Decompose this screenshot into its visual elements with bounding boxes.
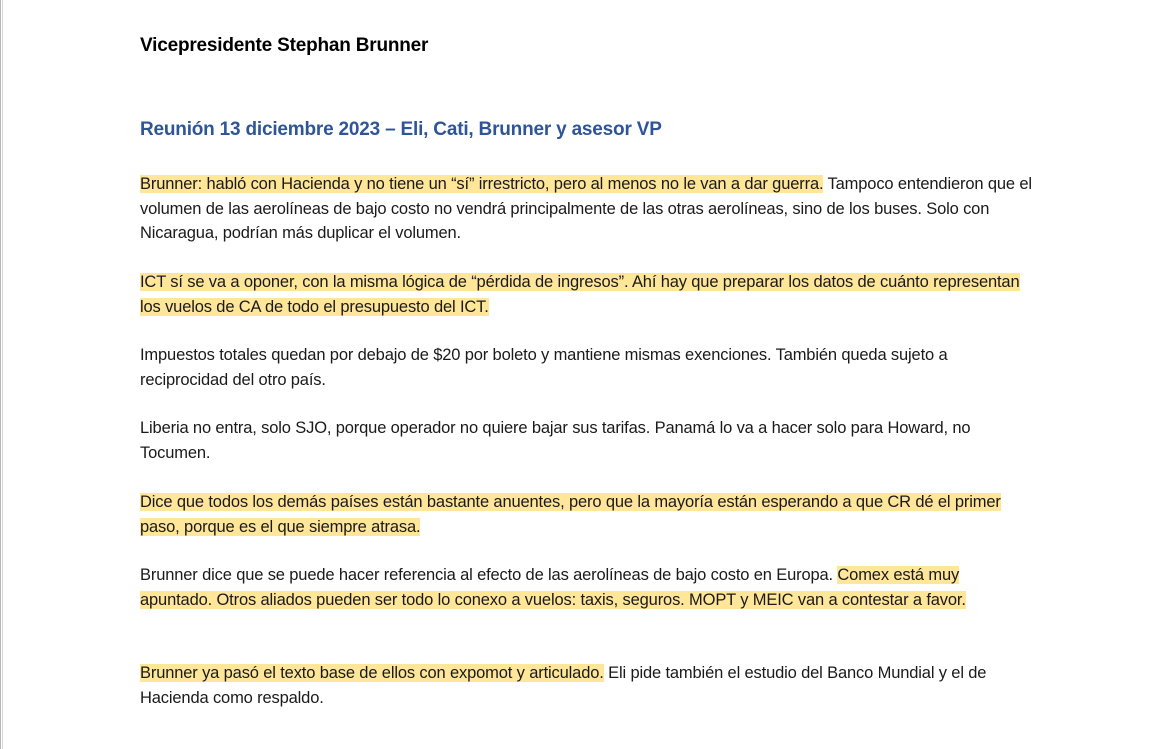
page-left-edge xyxy=(0,0,1,749)
highlighted-text: Dice que todos los demás países están bastante anuentes, pero que la mayoría están esperando a que CR dé el primer paso, porque es el que siempre atrasa. xyxy=(140,493,1001,536)
paragraph-2 xyxy=(140,270,1035,319)
meeting-heading: Reunión 13 diciembre 2023 – Eli, Cati, Brunner y asesor VP xyxy=(140,119,662,140)
paragraph-7 xyxy=(140,661,1035,710)
body-text: Liberia no entra, solo SJO, porque operador no quiere bajar sus tarifas. Panamá lo va a hacer solo para Howard, no Tocumen. xyxy=(140,419,971,462)
highlighted-text: Brunner: habló con Hacienda y no tiene un “sí” irrestricto, pero al menos no le van a dar guerra. xyxy=(140,175,824,193)
body-text: Impuestos totales quedan por debajo de $20 por boleto y mantiene mismas exenciones. También queda sujeto a reciprocidad del otro país. xyxy=(140,346,948,389)
page-left-edge-shadow xyxy=(2,0,3,749)
paragraph-3 xyxy=(140,343,1035,392)
paragraph-1 xyxy=(140,172,1035,246)
body-text: Tampoco entendieron que el volumen de las aerolíneas de bajo costo no vendrá principalmente de las otras aerolíneas, sino de los buses. Solo con Nicaragua, podrían más duplicar el volumen. xyxy=(140,175,1032,242)
body-text: Eli pide también el estudio del Banco Mundial y el de Hacienda como respaldo. xyxy=(140,664,987,707)
document-title: Vicepresidente Stephan Brunner xyxy=(140,35,429,56)
paragraph-5 xyxy=(140,490,1035,539)
highlighted-text: Comex está muy apuntado. Otros aliados pueden ser todo lo conexo a vuelos: taxis, seguros. MOPT y MEIC van a contestar a favor. xyxy=(140,566,966,609)
highlighted-text: ICT sí se va a oponer, con la misma lógica de “pérdida de ingresos”. Ahí hay que preparar los datos de cuánto representan los vuelos de CA de todo el presupuesto del ICT. xyxy=(140,273,1020,316)
paragraph-4 xyxy=(140,416,1035,465)
highlighted-text: Brunner ya pasó el texto base de ellos con expomot y articulado. xyxy=(140,664,604,682)
paragraph-6 xyxy=(140,563,1035,612)
body-text: Brunner dice que se puede hacer referencia al efecto de las aerolíneas de bajo costo en Europa. xyxy=(140,566,838,584)
